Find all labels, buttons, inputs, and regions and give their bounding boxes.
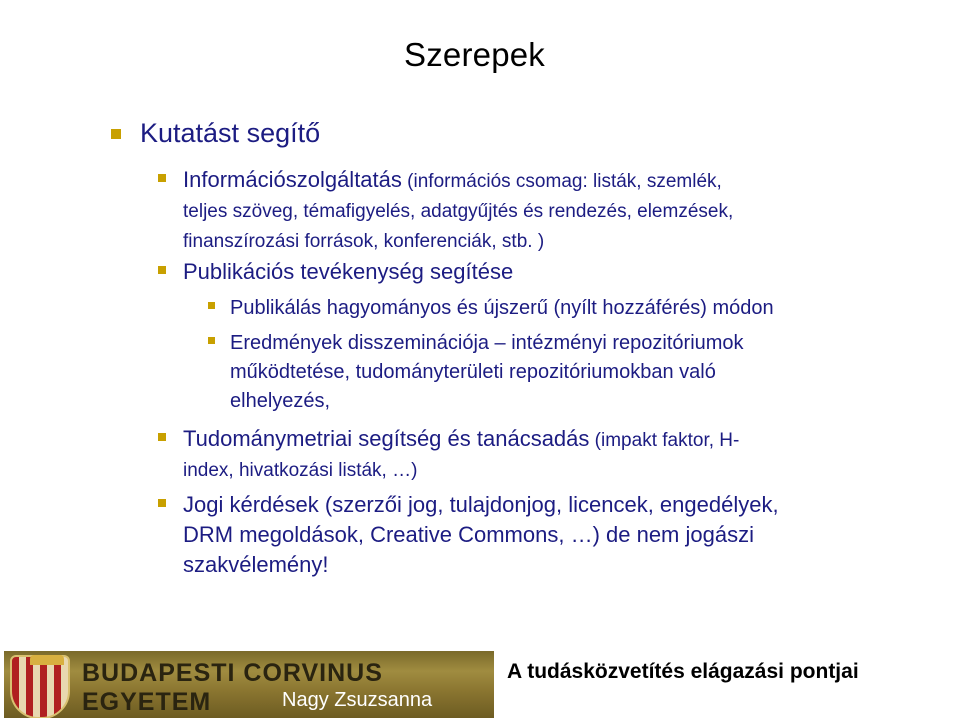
bullet-line: szakvélemény!	[183, 552, 329, 577]
bullet-line: Eredmények disszeminációja – intézményi repozitóriumok	[230, 332, 744, 354]
university-banner	[4, 651, 494, 718]
bullet-publikacios	[158, 257, 513, 287]
bullet-eredmenyek	[208, 329, 744, 416]
bullet-square-icon	[208, 337, 215, 344]
bullet-line: index, hivatkozási listák, …)	[183, 460, 418, 481]
bullet-detail-text: (szerzői jog, tulajdonjog, licencek, engedélyek,	[318, 492, 779, 517]
bullet-line: teljes szöveg, témafigyelés, adatgyűjtés és rendezés, elemzések,	[183, 201, 734, 222]
bullet-square-icon	[111, 129, 121, 139]
bullet-informacioszolgaltatas	[158, 165, 733, 257]
bullet-detail-text: (impakt faktor, H-	[589, 430, 740, 451]
bullet-line: finanszírozási források, konferenciák, stb. )	[183, 231, 545, 252]
bullet-text	[183, 165, 733, 257]
bullet-line: elhelyezés,	[230, 390, 331, 412]
bullet-square-icon	[208, 302, 215, 309]
bullet-text: Publikálás hagyományos és újszerű (nyílt hozzáférés) módon	[230, 297, 774, 319]
bullet-text: Publikációs tevékenység segítése	[183, 259, 514, 284]
bullet-text	[183, 424, 739, 486]
university-name: BUDAPESTI CORVINUS EGYETEM	[82, 659, 383, 716]
bullet-publikalas	[208, 294, 774, 323]
university-crest-icon	[10, 655, 70, 718]
bullet-main-text: Tudománymetriai segítség és tanácsadás	[183, 426, 590, 451]
bullet-tudomanymetriai	[158, 424, 739, 486]
author-name: Nagy Zsuzsanna	[282, 689, 433, 711]
bullet-main-text: Információszolgáltatás	[183, 167, 402, 192]
bullet-main-text: Jogi kérdések	[183, 492, 319, 517]
bullet-kutatast-segito	[111, 118, 320, 148]
bullet-square-icon	[158, 266, 166, 274]
bullet-line: DRM megoldások, Creative Commons, …) de nem jogászi	[183, 522, 754, 547]
bullet-line: működtetése, tudományterületi repozitóriumokban való	[230, 361, 716, 383]
slide-title: Szerepek	[404, 36, 546, 73]
presentation-title: A tudásközvetítés elágazási pontjai	[507, 660, 859, 683]
crown-icon	[30, 655, 64, 665]
bullet-detail-text: (információs csomag: listák, szemlék,	[401, 171, 722, 192]
slide-footer	[0, 651, 959, 718]
bullet-square-icon	[158, 174, 166, 182]
bullet-text: Kutatást segítő	[140, 118, 321, 148]
bullet-square-icon	[158, 499, 166, 507]
bullet-jogi-kerdesek	[158, 490, 779, 580]
bullet-text	[230, 329, 744, 416]
bullet-square-icon	[158, 433, 166, 441]
bullet-text	[183, 490, 779, 580]
